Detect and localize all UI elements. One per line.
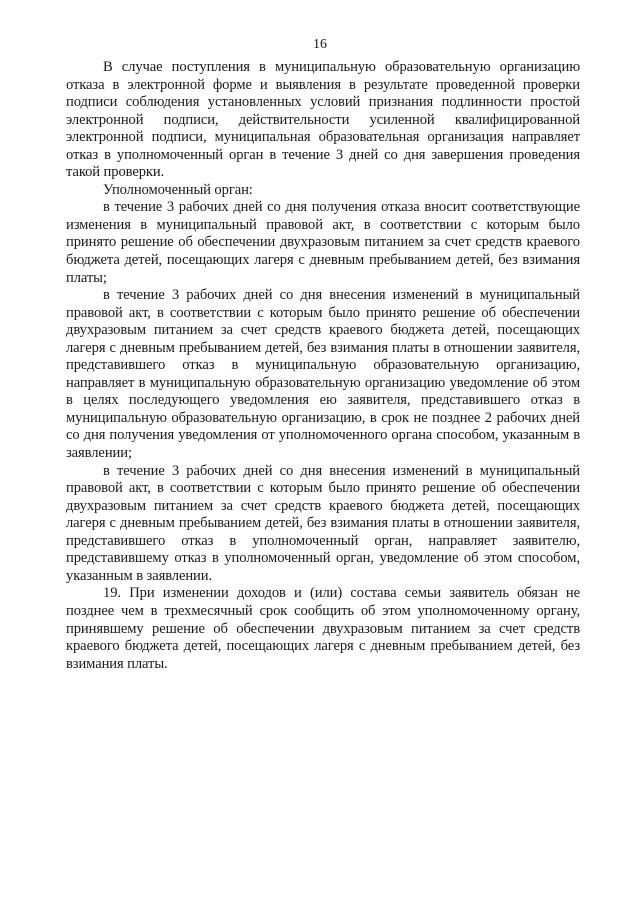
page-number: 16 (313, 37, 327, 52)
document-body (66, 59, 580, 673)
paragraph-item-19: 19. При изменении доходов и (или) состава семьи заявитель обязан не позднее чем в трехмесячный срок сообщить об этом уполномоченному органу, принявшему решение об обеспечении двухразовым питанием за счет средств краевого бюджета детей, посещающих лагеря с дневным пребыванием детей, без взимания платы. (66, 585, 580, 672)
paragraph-authorized-body: Уполномоченный орган: (103, 181, 253, 198)
paragraph-notify-applicant: в течение 3 рабочих дней со дня внесения изменений в муниципальный правовой акт, в соответствии с которым было принято решение об обеспечении двухразовым питанием за счет средств краевого бюджета детей, посещающих лагеря с дневным пребыванием детей, без взимания платы в отношении заявителя, представившего отказ в уполномоченный орган, направляет заявителю, представившему отказ в уполномоченный орган, уведомление об этом способом, указанным в заявлении. (66, 462, 580, 584)
paragraph-refusal-electronic: В случае поступления в муниципальную образовательную организацию отказа в электронной форме и выявления в результате проведенной проверки подписи соблюдения установленных условий признания подлинности простой электронной подписи, действительности усиленной квалифицированной электронной подписи, муниципальная образовательная организация направляет отказ в уполномоченный орган в течение 3 дней со дня завершения проведения такой проверки. (66, 59, 580, 181)
paragraph-notify-school: в течение 3 рабочих дней со дня внесения изменений в муниципальный правовой акт, в соответствии с которым было принято решение об обеспечении двухразовым питанием за счет средств краевого бюджета детей, посещающих лагеря с дневным пребыванием детей, без взимания платы в отношении заявителя, представившего отказ в муниципальную образовательную организацию, направляет в муниципальную образовательную организацию уведомление об этом в целях последующего уведомления ею заявителя, представившего отказ в муниципальную образовательную организацию, в срок не позднее 2 рабочих дней со дня получения уведомления от уполномоченного органа способом, указанным в заявлении; (66, 287, 580, 462)
paragraph-amend-legal-act: в течение 3 рабочих дней со дня получения отказа вносит соответствующие изменения в муниципальный правовой акт, в соответствии с которым было принято решение об обеспечении двухразовым питанием за счет средств краевого бюджета детей, посещающих лагеря с дневным пребыванием детей, без взимания платы; (66, 199, 580, 286)
